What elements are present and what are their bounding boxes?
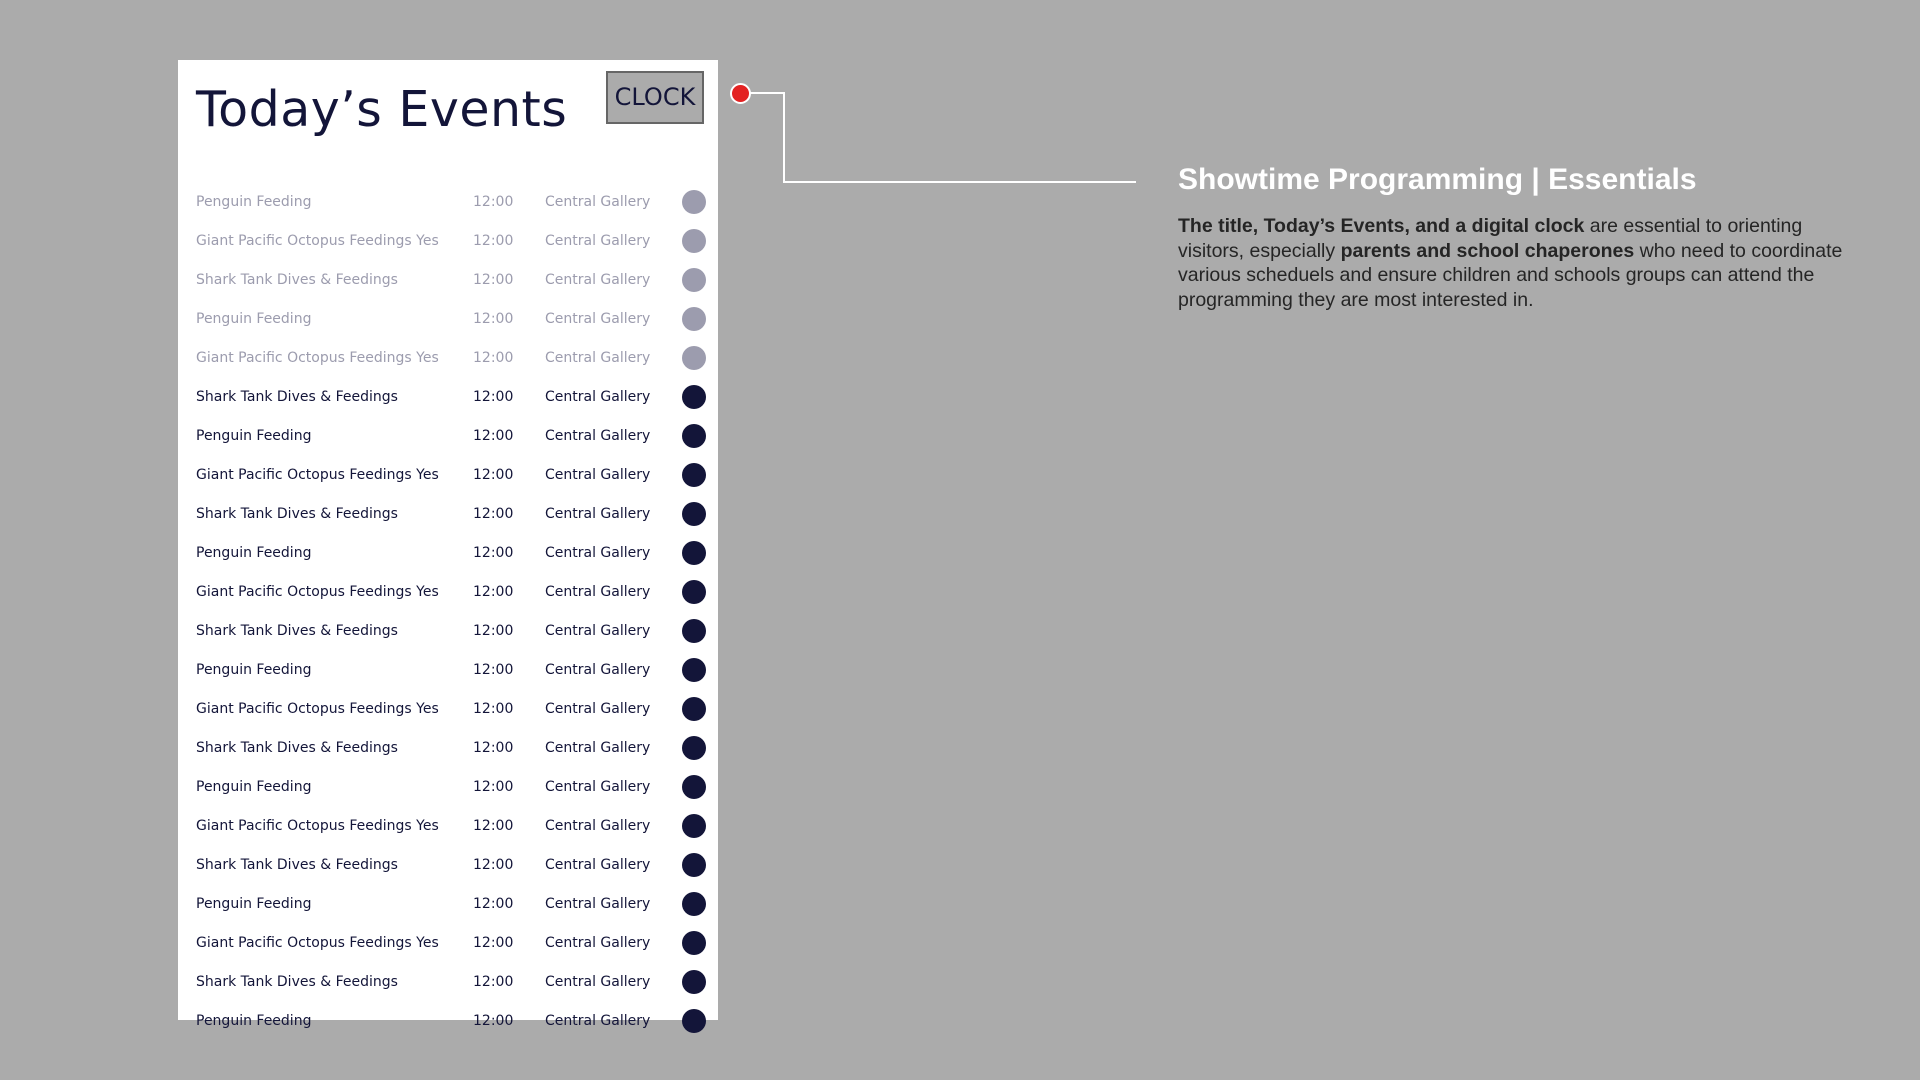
event-status-dot [682, 931, 706, 955]
event-location: Central Gallery [545, 662, 651, 678]
event-name: Penguin Feeding [196, 194, 312, 210]
event-list [178, 194, 718, 1060]
event-status-dot [682, 775, 706, 799]
event-location: Central Gallery [545, 233, 651, 249]
event-location: Central Gallery [545, 1013, 651, 1029]
event-name: Shark Tank Dives & Feedings [196, 506, 398, 522]
event-time: 12:00 [473, 272, 514, 288]
annotation-title: Showtime Programming | Essentials [1178, 163, 1697, 196]
events-panel [178, 60, 718, 1029]
event-name: Giant Pacific Octopus Feedings Yes [196, 467, 439, 483]
annotation-body [1178, 214, 1848, 312]
event-status-dot [682, 580, 706, 604]
event-name: Giant Pacific Octopus Feedings Yes [196, 935, 439, 951]
event-status-dot [682, 190, 706, 214]
annotation-marker-dot [730, 83, 751, 104]
annotation-block [1178, 160, 1848, 312]
event-name: Giant Pacific Octopus Feedings Yes [196, 233, 439, 249]
event-location: Central Gallery [545, 467, 651, 483]
event-name: Giant Pacific Octopus Feedings Yes [196, 701, 439, 717]
event-time: 12:00 [473, 389, 514, 405]
event-location: Central Gallery [545, 389, 651, 405]
event-name: Penguin Feeding [196, 896, 312, 912]
event-location: Central Gallery [545, 428, 651, 444]
event-status-dot [682, 463, 706, 487]
clock-button[interactable]: CLOCK [606, 71, 704, 124]
event-name: Shark Tank Dives & Feedings [196, 740, 398, 756]
event-name: Giant Pacific Octopus Feedings Yes [196, 818, 439, 834]
event-time: 12:00 [473, 233, 514, 249]
event-location: Central Gallery [545, 974, 651, 990]
event-time: 12:00 [473, 740, 514, 756]
event-time: 12:00 [473, 1013, 514, 1029]
event-name: Shark Tank Dives & Feedings [196, 623, 398, 639]
page-title: Today’s Events [196, 81, 568, 138]
event-status-dot [682, 424, 706, 448]
event-row [178, 1013, 718, 1060]
event-location: Central Gallery [545, 545, 651, 561]
event-time: 12:00 [473, 779, 514, 795]
event-status-dot [682, 229, 706, 253]
event-name: Shark Tank Dives & Feedings [196, 389, 398, 405]
annotation-bold-2: parents and school chaperones [1340, 239, 1635, 262]
event-name: Penguin Feeding [196, 311, 312, 327]
event-time: 12:00 [473, 467, 514, 483]
event-status-dot [682, 736, 706, 760]
event-time: 12:00 [473, 974, 514, 990]
event-status-dot [682, 697, 706, 721]
event-time: 12:00 [473, 506, 514, 522]
event-time: 12:00 [473, 701, 514, 717]
event-location: Central Gallery [545, 311, 651, 327]
event-name: Penguin Feeding [196, 779, 312, 795]
event-location: Central Gallery [545, 350, 651, 366]
event-status-dot [682, 307, 706, 331]
event-time: 12:00 [473, 545, 514, 561]
event-status-dot [682, 853, 706, 877]
event-time: 12:00 [473, 350, 514, 366]
event-location: Central Gallery [545, 701, 651, 717]
annotation-text-1: are essential to orienting visitors, especially [1178, 215, 1803, 262]
event-status-dot [682, 892, 706, 916]
event-name: Penguin Feeding [196, 662, 312, 678]
event-status-dot [682, 502, 706, 526]
event-status-dot [682, 970, 706, 994]
event-time: 12:00 [473, 935, 514, 951]
event-time: 12:00 [473, 662, 514, 678]
event-location: Central Gallery [545, 506, 651, 522]
event-time: 12:00 [473, 428, 514, 444]
event-status-dot [682, 541, 706, 565]
event-name: Giant Pacific Octopus Feedings Yes [196, 584, 439, 600]
event-name: Shark Tank Dives & Feedings [196, 272, 398, 288]
annotation-bold-1: The title, Today’s Events, and a digital clock [1178, 215, 1585, 237]
event-location: Central Gallery [545, 818, 651, 834]
event-location: Central Gallery [545, 194, 651, 210]
event-location: Central Gallery [545, 857, 651, 873]
event-location: Central Gallery [545, 740, 651, 756]
event-status-dot [682, 268, 706, 292]
event-time: 12:00 [473, 857, 514, 873]
event-location: Central Gallery [545, 935, 651, 951]
event-name: Shark Tank Dives & Feedings [196, 974, 398, 990]
event-status-dot [682, 385, 706, 409]
event-status-dot [682, 619, 706, 643]
event-time: 12:00 [473, 896, 514, 912]
event-time: 12:00 [473, 623, 514, 639]
event-location: Central Gallery [545, 623, 651, 639]
event-name: Penguin Feeding [196, 1013, 312, 1029]
event-name: Penguin Feeding [196, 545, 312, 561]
event-name: Giant Pacific Octopus Feedings Yes [196, 350, 439, 366]
event-status-dot [682, 1009, 706, 1033]
event-location: Central Gallery [545, 584, 651, 600]
event-time: 12:00 [473, 584, 514, 600]
event-location: Central Gallery [545, 272, 651, 288]
event-name: Penguin Feeding [196, 428, 312, 444]
event-status-dot [682, 814, 706, 838]
event-location: Central Gallery [545, 896, 651, 912]
annotation-text-2: who need to coordinate various scheduels and ensure children and schools groups can attend the programming they are most interested in. [1178, 239, 1843, 311]
event-name: Shark Tank Dives & Feedings [196, 857, 398, 873]
event-status-dot [682, 346, 706, 370]
event-time: 12:00 [473, 818, 514, 834]
event-time: 12:00 [473, 311, 514, 327]
event-status-dot [682, 658, 706, 682]
event-time: 12:00 [473, 194, 514, 210]
event-location: Central Gallery [545, 779, 651, 795]
